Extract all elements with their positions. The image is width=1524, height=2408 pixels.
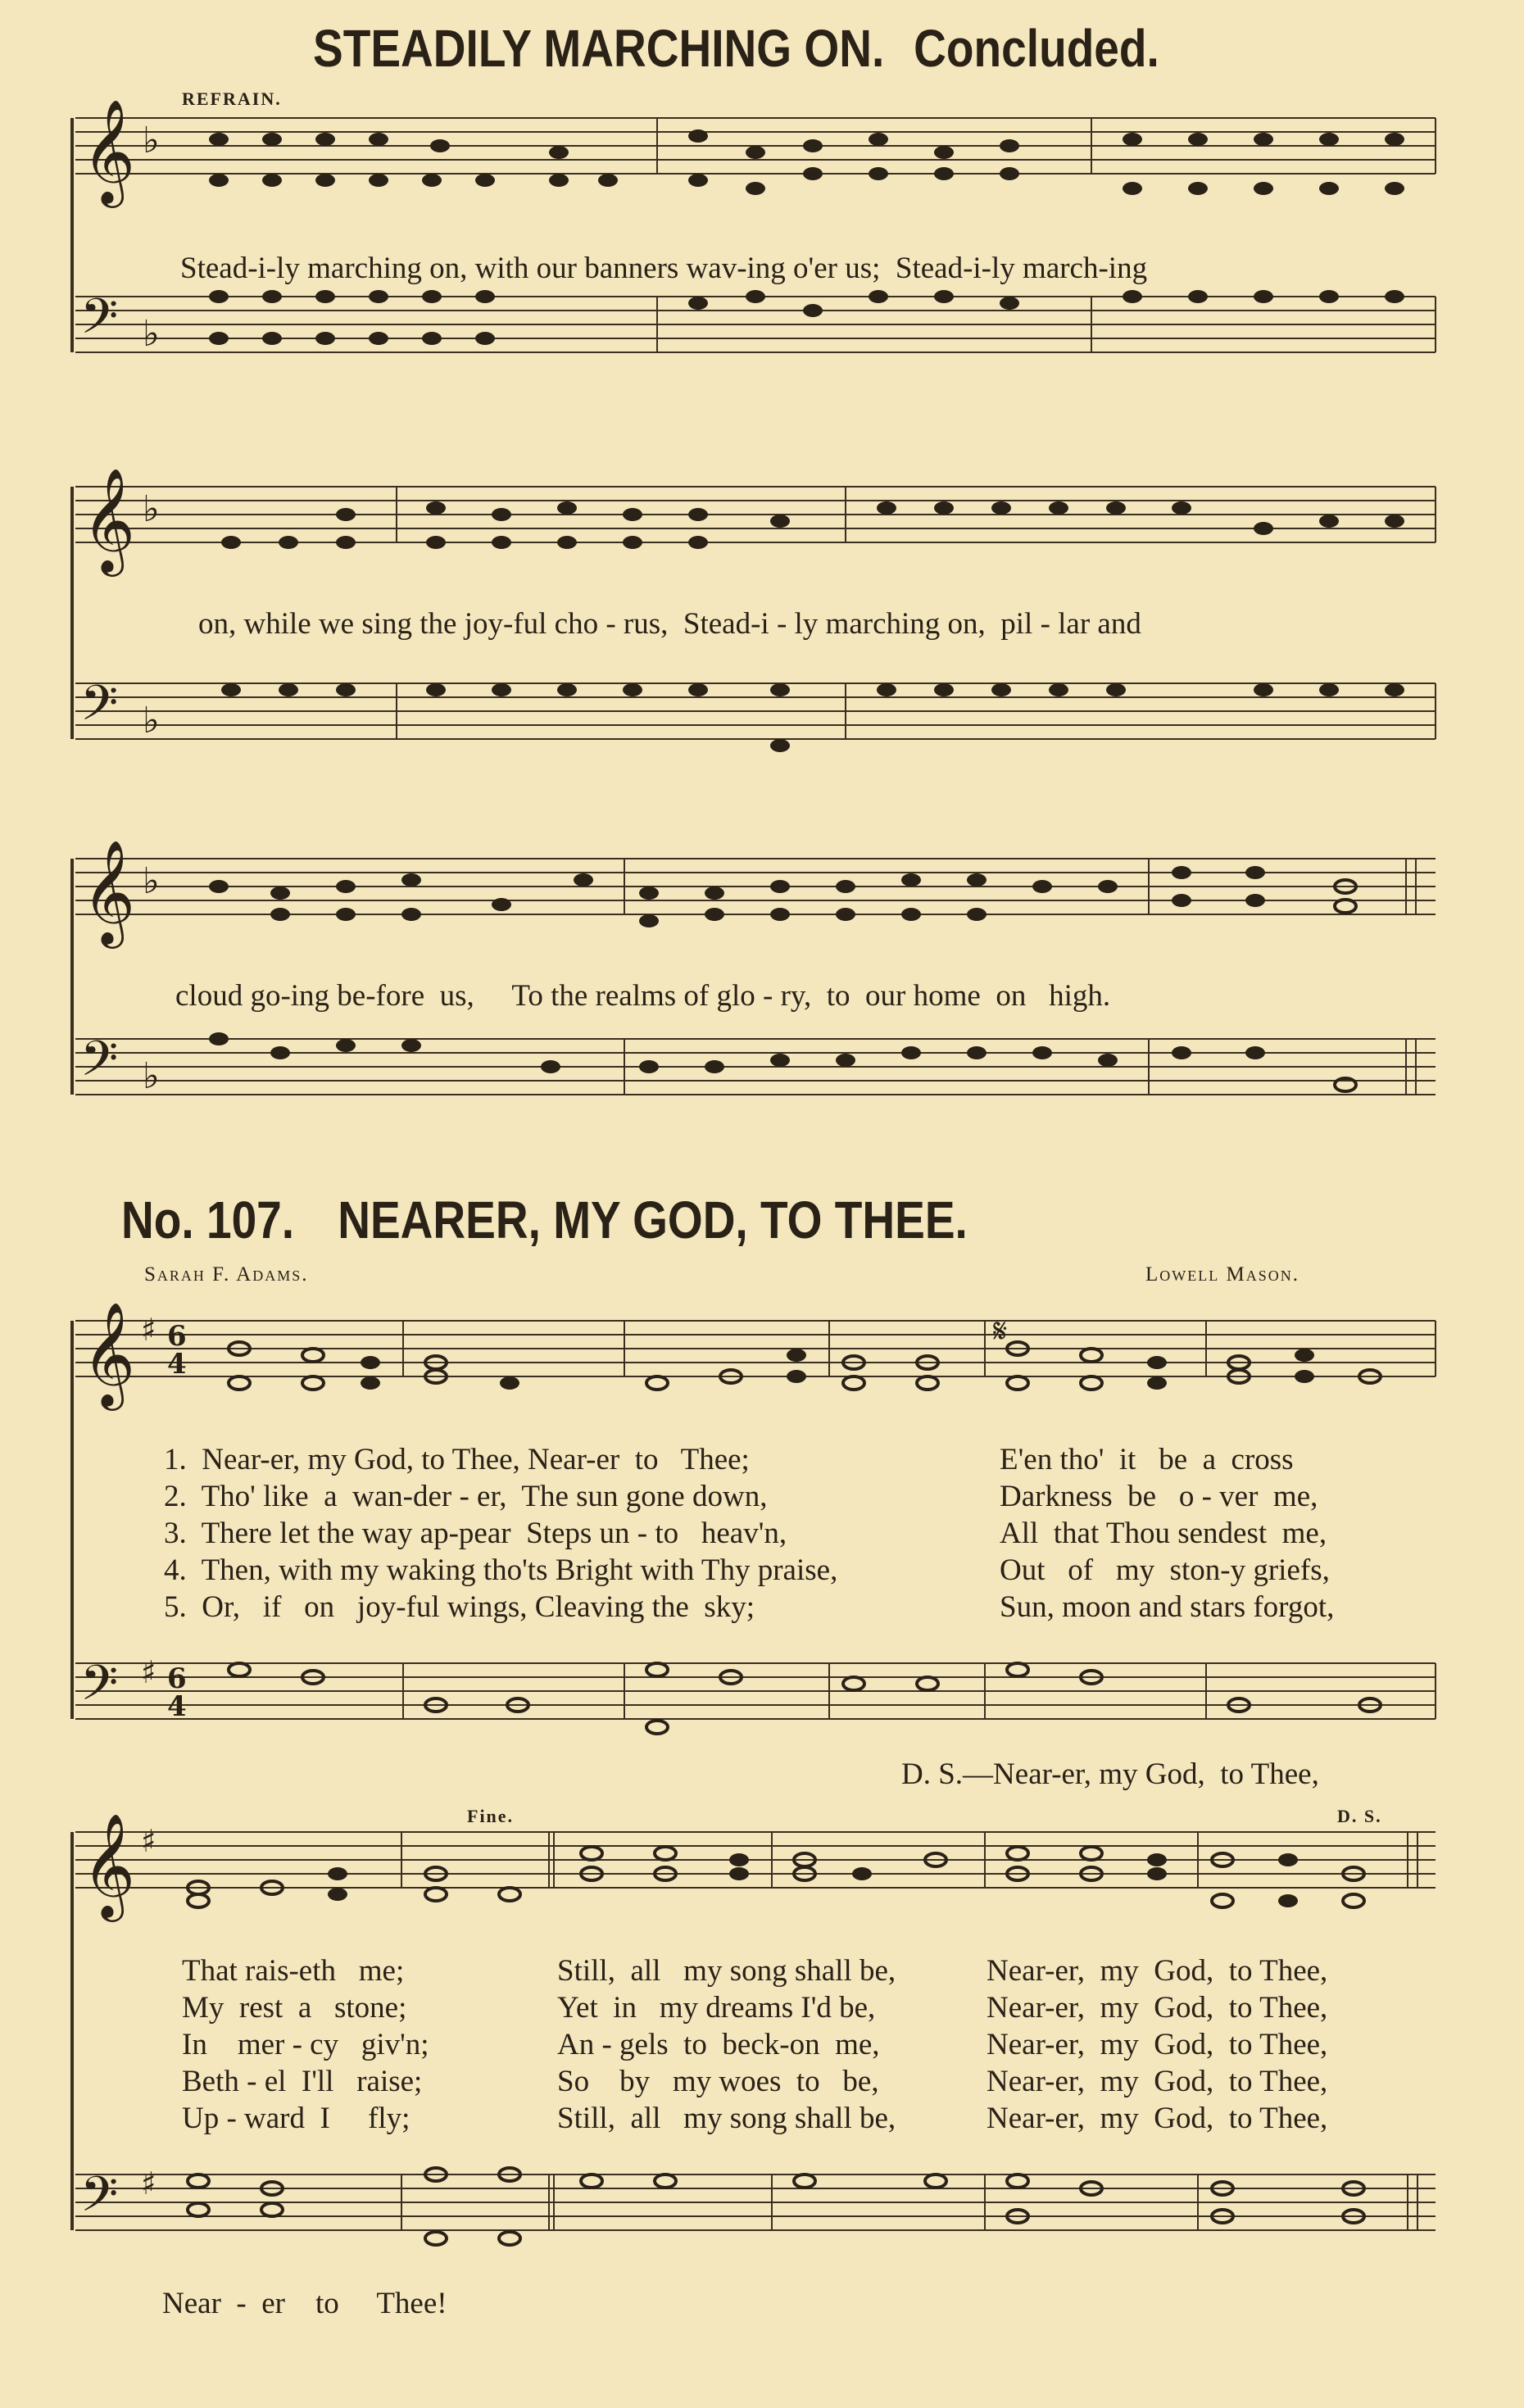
treble-clef-icon: 𝄞 [82, 98, 136, 203]
final-line: Near - er to Thee! [162, 2287, 447, 2320]
flat-icon: ♭ [143, 860, 160, 902]
verse-1-part-e: Near-er, my God, to Thee, [987, 1954, 1328, 1988]
verse-5-part-b: Sun, moon and stars forgot, [1000, 1590, 1335, 1624]
verse-3-part-a: 3. There let the way ap-pear Steps un - to heav'n, [164, 1517, 787, 1550]
hymn-title [313, 18, 1159, 79]
treble-staff-2 [75, 487, 1436, 542]
notes-1 [209, 129, 1404, 195]
time-signature-top: 6 [167, 1320, 187, 1353]
hymn-107-heading [121, 1190, 968, 1250]
hymn-title: NEARER, MY GOD, TO THEE. [338, 1190, 968, 1249]
svg-text:6: 6 [167, 1662, 187, 1695]
verse-4-part-b: Out of my ston-y griefs, [1000, 1553, 1330, 1587]
bass-clef-icon: 𝄢 [80, 1654, 119, 1723]
notes-5 [188, 1847, 1364, 1907]
half-note [1335, 900, 1356, 913]
verse-3-part-c: In mer - cy giv'n; [182, 2028, 429, 2061]
fine-label: Fine. [467, 1806, 515, 1826]
verse-1-part-a: 1. Near-er, my God, to Thee, Near-er to Thee; [164, 1443, 750, 1476]
verse-5-part-a: 5. Or, if on joy-ful wings, Cleaving the sky; [164, 1590, 755, 1624]
time-signature-bottom: 4 [167, 1348, 187, 1381]
treble-clef-icon: 𝄞 [82, 1812, 136, 1917]
flat-icon: ♭ [143, 313, 160, 355]
verse-3-part-e: Near-er, my God, to Thee, [987, 2028, 1328, 2061]
verse-2-part-a: 2. Tho' like a wan-der - er, The sun gone down, [164, 1480, 768, 1513]
verse-2-part-b: Darkness be o - ver me, [1000, 1480, 1318, 1513]
flat-icon: ♭ [143, 488, 160, 530]
filled-notes-4 [361, 1349, 1314, 1390]
lyric-line-3: cloud go-ing be-fore us, To the realms of glo - ry, to our home on high. [175, 979, 1111, 1013]
lyric-line-1: Stead-i-ly marching on, with our banners wav-ing o'er us; Stead-i-ly march-ing [180, 252, 1148, 285]
bass-staff-1 [75, 297, 1436, 352]
verse-5-part-c: Up - ward I fly; [182, 2102, 410, 2135]
sharp-icon: ♯ [141, 1654, 156, 1690]
notes-2b [221, 683, 1404, 752]
verse-1-part-b: E'en tho' it be a cross [1000, 1443, 1294, 1476]
filled-notes-5 [328, 1853, 1298, 1907]
treble-staff-3 [75, 859, 1436, 914]
verse-4-part-a: 4. Then, with my waking tho'ts Bright with Thy praise, [164, 1553, 838, 1587]
treble-clef-icon: 𝄞 [82, 839, 136, 944]
segno-icon: 𝄋 [993, 1313, 1008, 1350]
sharp-icon: ♯ [141, 1823, 156, 1859]
verse-4-part-c: Beth - el I'll raise; [182, 2065, 423, 2098]
sharp-icon: ♯ [141, 1312, 156, 1348]
sharp-icon: ♯ [141, 2165, 156, 2202]
verse-3-part-d: An - gels to beck-on me, [557, 2028, 880, 2061]
verse-5-part-e: Near-er, my God, to Thee, [987, 2102, 1328, 2135]
treble-clef-icon: 𝄞 [82, 1301, 136, 1406]
notes-5b [188, 2168, 1364, 2245]
verse-2-part-c: My rest a stone; [182, 1991, 407, 2025]
verse-1-part-c: That rais-eth me; [182, 1954, 405, 1988]
bass-clef-icon: 𝄢 [80, 674, 119, 743]
bass-clef-icon: 𝄢 [80, 2165, 119, 2234]
treble-clef-icon: 𝄞 [82, 467, 136, 572]
verse-1-part-d: Still, all my song shall be, [557, 1954, 896, 1988]
bass-clef-icon: 𝄢 [80, 1030, 119, 1099]
hymn-title-main: STEADILY MARCHING ON. [313, 19, 885, 78]
verse-4-part-d: So by my woes to be, [557, 2065, 879, 2098]
verse-2-part-e: Near-er, my God, to Thee, [987, 1991, 1328, 2025]
hymn-title-suffix: Concluded. [914, 19, 1159, 78]
ds-label: D. S. [1337, 1806, 1382, 1826]
notes-4b [229, 1663, 1381, 1734]
flat-icon: ♭ [143, 1055, 160, 1097]
verse-5-part-d: Still, all my song shall be, [557, 2102, 896, 2135]
verse-2-part-d: Yet in my dreams I'd be, [557, 1991, 876, 2025]
author: Sarah F. Adams. [144, 1263, 309, 1286]
bass-clef-icon: 𝄢 [80, 288, 119, 356]
flat-icon: ♭ [143, 700, 160, 741]
verse-3-part-b: All that Thou sendest me, [1000, 1517, 1327, 1550]
flat-icon: ♭ [143, 120, 160, 161]
lyric-line-2: on, while we sing the joy-ful cho - rus, Stead-i - ly marching on, pil - lar and [198, 607, 1141, 641]
svg-text:4: 4 [167, 1690, 187, 1723]
verse-4-part-e: Near-er, my God, to Thee, [987, 2065, 1328, 2098]
notes-1b [209, 290, 1404, 345]
composer: Lowell Mason. [1145, 1263, 1299, 1286]
refrain-label: REFRAIN. [182, 88, 282, 109]
notes-3 [209, 866, 1265, 927]
hymn-number: No. 107. [121, 1190, 295, 1249]
da-segno-line: D. S.—Near-er, my God, to Thee, [901, 1757, 1319, 1791]
